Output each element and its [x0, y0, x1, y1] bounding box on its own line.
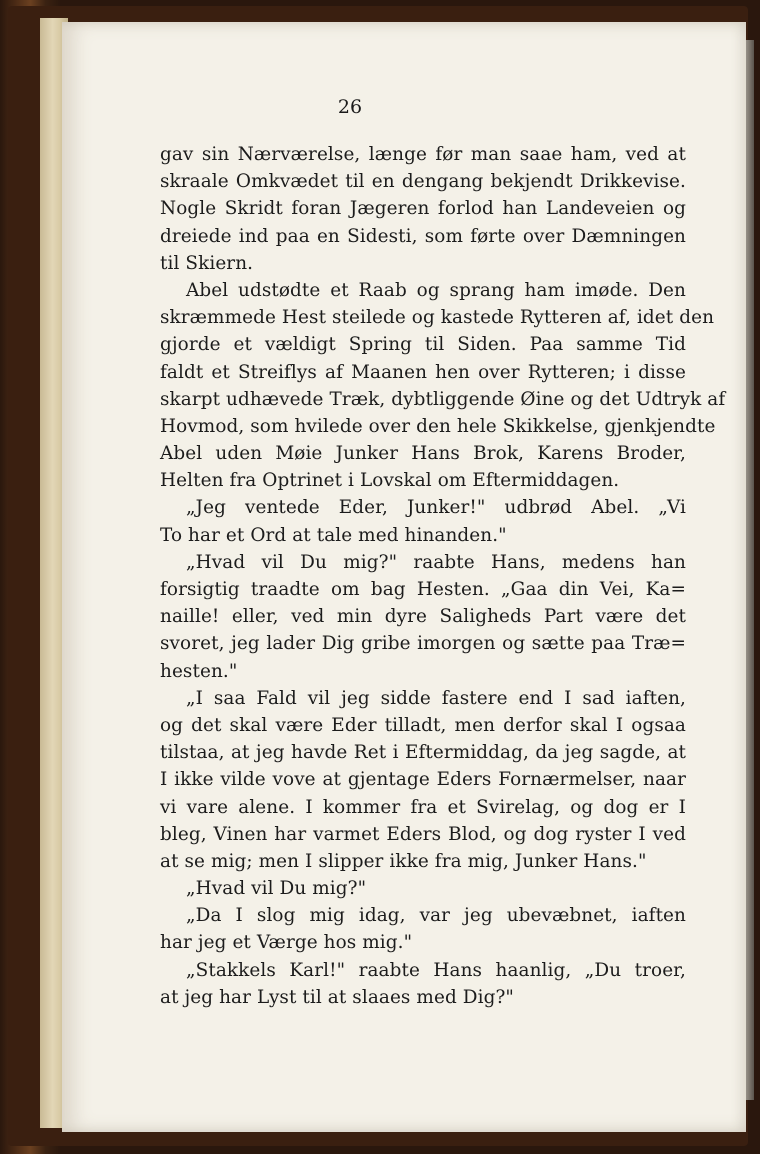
text-line: gjorde et vældigt Spring til Siden. Paa samme Tid [160, 334, 686, 356]
page-number: 26 [337, 96, 363, 118]
text-line: skræmmede Hest steilede og kastede Rytteren af, idet den [160, 307, 715, 329]
text-line: „I saa Fald vil jeg sidde fastere end I sad iaften, [186, 687, 686, 709]
text-line: Helten fra Optrinet i Lovskal om Eftermiddagen. [160, 470, 620, 492]
text-line: at jeg har Lyst til at slaaes med Dig?" [160, 986, 514, 1008]
text-line: tilstaa, at jeg havde Ret i Eftermiddag, da jeg sagde, at [160, 742, 686, 764]
text-line: bleg, Vinen har varmet Eders Blod, og dog ryster I ved [160, 823, 686, 845]
text-line: gav sin Nærværelse, længe før man saae ham, ved at [160, 144, 686, 165]
text-line: skarpt udhævede Træk, dybtliggende Øine og det Udtryk af [160, 388, 726, 410]
text-line: „Stakkels Karl!" raabte Hans haanlig, „Du troer, [186, 959, 686, 981]
text-line: „Hvad vil Du mig?" [186, 878, 367, 900]
text-line: Hovmod, som hvilede over den hele Skikkelse, gjenkjendte [160, 415, 716, 437]
text-line: til Skiern. [160, 252, 254, 274]
body-text [160, 141, 726, 1011]
text-line: Abel udstødte et Raab og sprang ham imøde. Den [186, 279, 686, 301]
text-line: hesten." [160, 660, 238, 682]
text-line: dreiede ind paa en Sidesti, som førte over Dæmningen [160, 225, 686, 247]
text-line: To har et Ord at tale med hinanden." [160, 524, 507, 546]
text-line: faldt et Streiflys af Maanen hen over Rytteren; i disse [160, 361, 686, 383]
text-line: „Hvad vil Du mig?" raabte Hans, medens han [186, 551, 686, 573]
text-line: og det skal være Eder tilladt, men derfor skal I ogsaa [160, 714, 686, 736]
text-line: Abel uden Møie Junker Hans Brok, Karens Broder, [160, 443, 686, 465]
text-line: „Da I slog mig idag, var jeg ubevæbnet, iaften [186, 905, 686, 927]
text-line: vi vare alene. I kommer fra et Svirelag, og dog er I [160, 796, 686, 818]
text-line: har jeg et Værge hos mig." [160, 932, 413, 954]
text-line: naille! eller, ved min dyre Saligheds Part være det [160, 606, 686, 628]
text-line: skraale Omkvædet til en dengang bekjendt Drikkevise. [160, 171, 686, 193]
text-line: I ikke vilde vove at gjentage Eders Fornærmelser, naar [160, 769, 686, 791]
text-line: Nogle Skridt foran Jægeren forlod han Landeveien og [160, 198, 686, 220]
text-line: svoret, jeg lader Dig gribe imorgen og sætte paa Træ= [160, 633, 686, 655]
text-line: „Jeg ventede Eder, Junker!" udbrød Abel. „Vi [186, 497, 686, 519]
text-line: forsigtig traadte om bag Hesten. „Gaa din Vei, Ka= [160, 579, 686, 600]
text-line: at se mig; men I slipper ikke fra mig, Junker Hans." [160, 850, 647, 872]
